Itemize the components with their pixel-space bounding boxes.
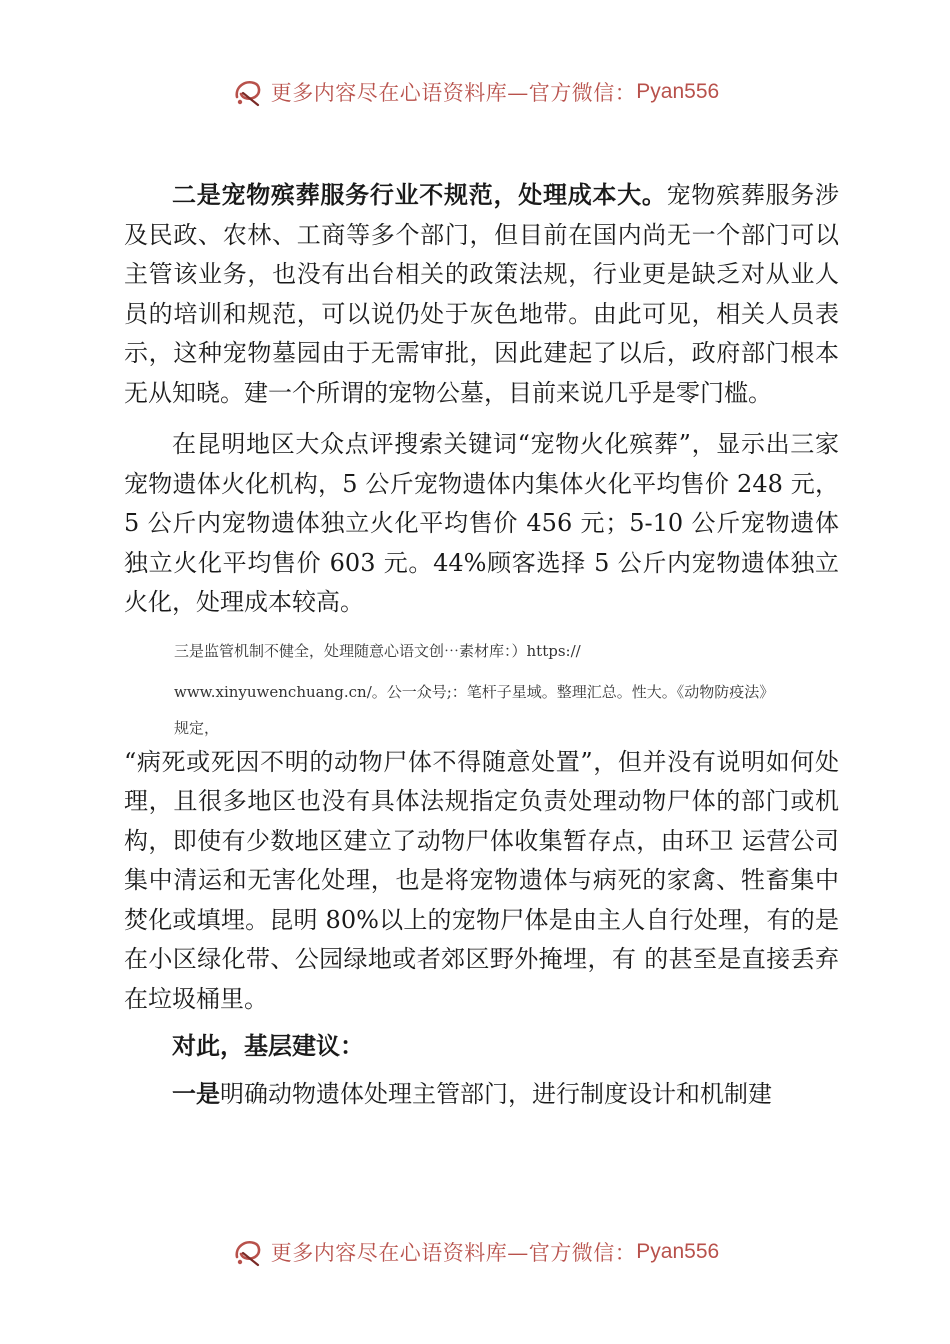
paragraph-4-heading: 对此，基层建议： — [172, 1032, 364, 1060]
document-body — [124, 176, 839, 1114]
paragraph-3: “病死或死因不明的动物尸体不得随意处置”，但并没有说明如何处理，且很多地区也没有具体法规指定负责处理动物尸体的部门或机构，即使有少数地区建立了动物尸体收集暂存点，由环卫 运营公司集中清运和无害化处理，也是将宠物遗体与病死的家禽、牲畜集中焚化或填埋。昆明 80%以上的宠物尸体是由主人自行处理，有的是在小区绿化带、公园绿地或者郊区野外掩埋，有 的甚至是直接丢弃在垃圾桶里。 — [124, 747, 839, 1013]
paragraph-5-heading: 一是 — [172, 1079, 220, 1108]
paragraph-1-heading: 二是宠物殡葬服务行业不规范，处理成本大。 — [172, 181, 667, 209]
paragraph-2: 在昆明地区大众点评搜索关键词“宠物火化殡葬”，显示出三家宠物遗体火化机构，5 公斤宠物遗体内集体火化平均售价 248 元，5 公斤内宠物遗体独立火化平均售价 456 元；5-10 公斤宠物遗体独立火化平均售价 603 元。44%顾客选择 5 公斤内宠物遗体独立火化，处理成本较高。 — [124, 430, 839, 616]
pen-swirl-logo-icon — [231, 1235, 265, 1269]
small-text-block — [124, 631, 839, 743]
paragraph-5-text: 明确动物遗体处理主管部门，进行制度设计和机制建 — [220, 1079, 772, 1108]
paragraph-1 — [124, 176, 839, 413]
paragraph-5 — [124, 1075, 839, 1115]
header-banner — [0, 72, 950, 112]
small-line-2: www.xinyuwenchuang.cn/。公一众号;：笔杆子星域。整理汇总。性大。《动物防疫法》 — [174, 682, 775, 701]
small-line-3: 规定， — [174, 718, 220, 737]
banner-text: 更多内容尽在心语资料库—官方微信： — [270, 81, 637, 105]
small-line-1: 三是监管机制不健全，处理随意心语文创⋯素材库：）https:// — [174, 641, 581, 660]
paragraph-1-text: 宠物殡葬服务涉及民政、农林、工商等多个部门，但目前在国内尚无一个部门可以主管该业务，也没有出台相关的政策法规，行业更是缺乏对从业人员的培训和规范，可以说仍处于灰色地带。由此可见，相关人员表示，这种宠物墓园由于无需审批，因此建起了以后，政府部门根本无从知晓。建一个所谓的宠物公墓，目前来说几乎是零门槛。 — [124, 181, 840, 407]
footer-banner — [0, 1232, 950, 1272]
footer-banner-wechat-id: Pyan556 — [636, 1240, 720, 1263]
banner-wechat-id: Pyan556 — [636, 80, 720, 103]
paragraph-4 — [124, 1027, 839, 1067]
pen-swirl-logo-icon — [231, 75, 265, 109]
footer-banner-text: 更多内容尽在心语资料库—官方微信： — [270, 1241, 637, 1265]
